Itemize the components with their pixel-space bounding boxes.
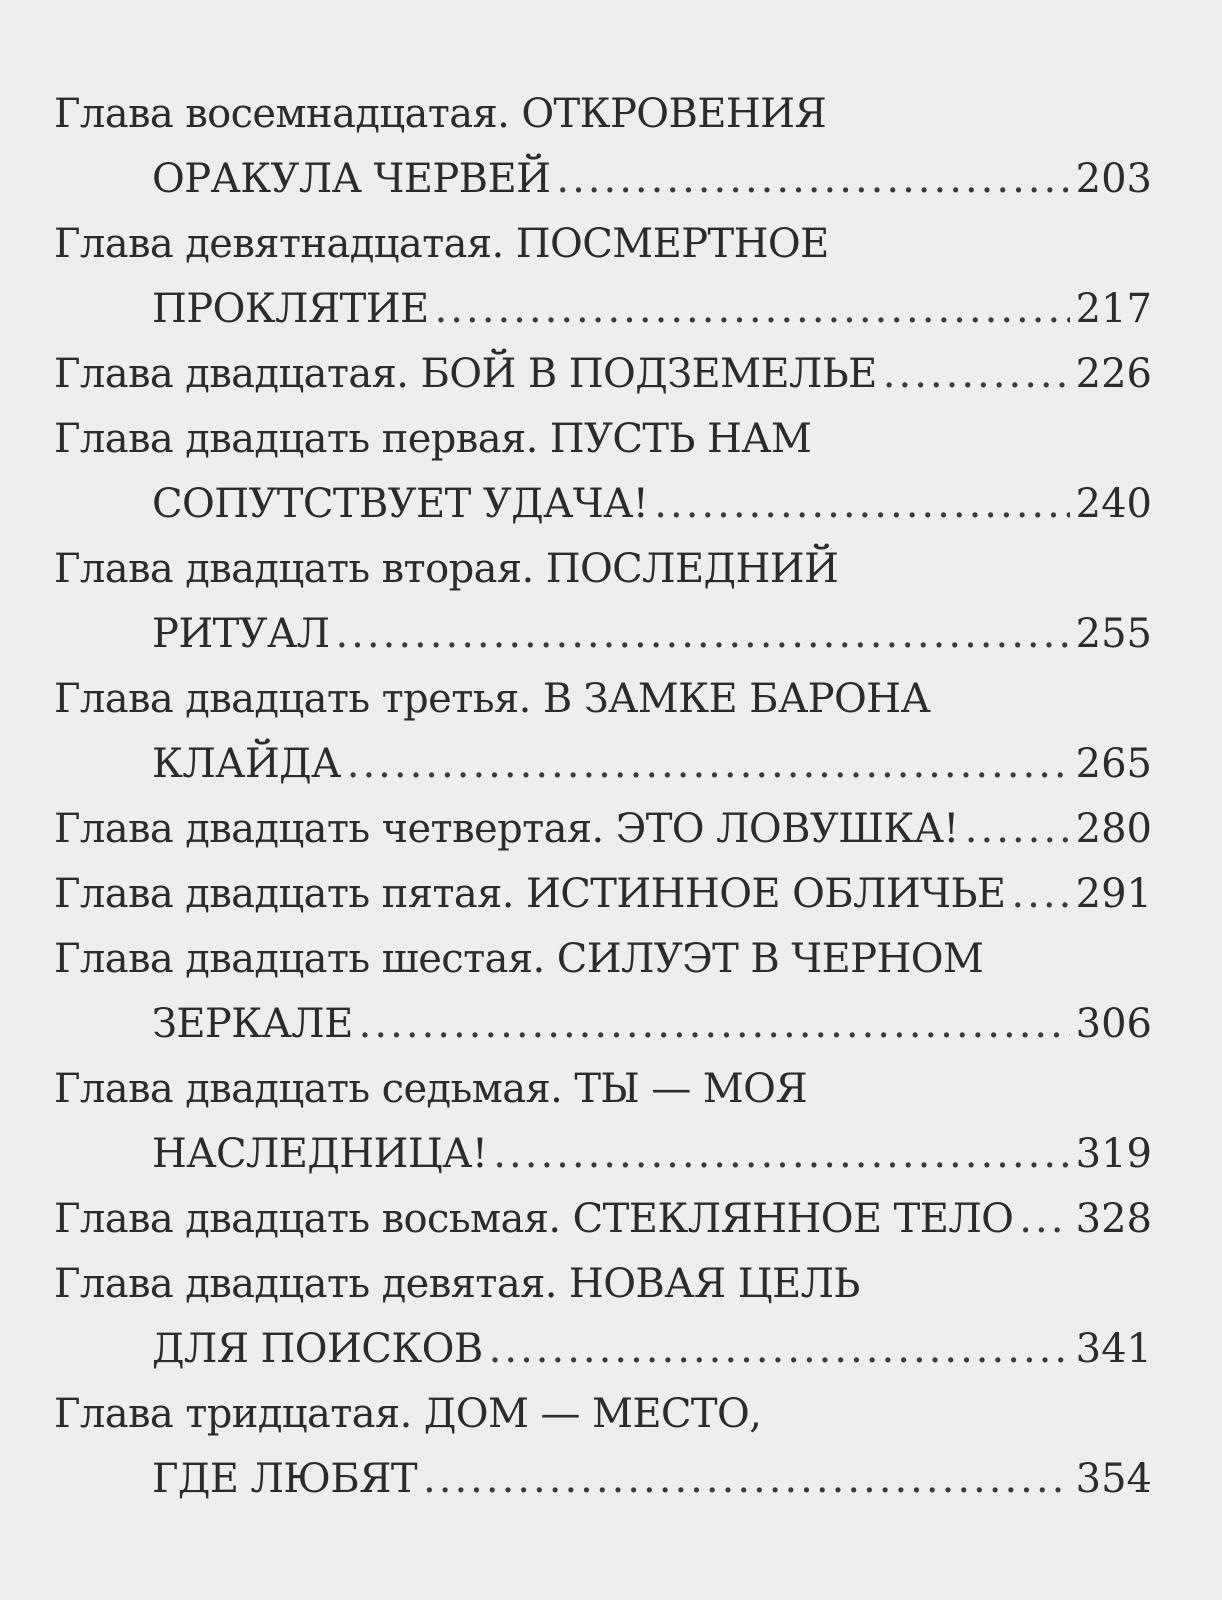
toc-entry-last-line: [54, 147, 1152, 212]
toc-entry: [54, 927, 1152, 1057]
dot-leader: [493, 1122, 1069, 1187]
page-number: 255: [1075, 611, 1152, 657]
toc-entry-line: [54, 212, 1152, 277]
toc-entry-last-line: [54, 342, 1152, 407]
chapter-title: Глава двадцать девятая. НОВАЯ ЦЕЛЬ: [54, 1261, 860, 1307]
toc-entry-last-line: [54, 862, 1152, 927]
toc-entry-last-line: [54, 797, 1152, 862]
chapter-title: Глава восемнадцатая. ОТКРОВЕНИЯ: [54, 91, 827, 137]
dot-leader: [1011, 862, 1069, 927]
toc-entry-last-line: [54, 1447, 1152, 1512]
page-number: 328: [1075, 1196, 1152, 1242]
toc-entry-line: [54, 82, 1152, 147]
chapter-title-continuation: ПРОКЛЯТИЕ: [152, 286, 429, 332]
page-number: 265: [1075, 741, 1152, 787]
toc-entry: [54, 537, 1152, 667]
chapter-title-continuation: ОРАКУЛА ЧЕРВЕЙ: [152, 156, 551, 202]
toc-entry-last-line: [54, 602, 1152, 667]
toc-entry: [54, 212, 1152, 342]
dot-leader: [359, 992, 1070, 1057]
toc-entry: [54, 667, 1152, 797]
chapter-title: Глава тридцатая. ДОМ — МЕСТО,: [54, 1391, 762, 1437]
chapter-title: Глава двадцать седьмая. ТЫ — МОЯ: [54, 1066, 808, 1112]
dot-leader: [423, 1447, 1070, 1512]
toc-entry-last-line: [54, 992, 1152, 1057]
dot-leader: [556, 147, 1069, 212]
toc-entry-line: [54, 407, 1152, 472]
chapter-title: Глава двадцать третья. В ЗАМКЕ БАРОНА: [54, 676, 931, 722]
page-number: 291: [1075, 871, 1152, 917]
toc-entry-last-line: [54, 472, 1152, 537]
toc-entry: [54, 797, 1152, 862]
dot-leader: [1019, 1187, 1069, 1252]
chapter-title: Глава двадцать вторая. ПОСЛЕДНИЙ: [54, 546, 839, 592]
chapter-title-continuation: ГДЕ ЛЮБЯТ: [152, 1456, 418, 1502]
toc-entry-line: [54, 537, 1152, 602]
page-number: 280: [1075, 806, 1152, 852]
chapter-title-continuation: РИТУАЛ: [152, 611, 330, 657]
page-number: 226: [1075, 351, 1152, 397]
chapter-title-continuation: НАСЛЕДНИЦА!: [152, 1131, 488, 1177]
chapter-title-continuation: КЛАЙДА: [152, 741, 341, 787]
page-number: 217: [1075, 286, 1152, 332]
chapter-title: Глава двадцать первая. ПУСТЬ НАМ: [54, 416, 812, 462]
chapter-title-continuation: ЗЕРКАЛЕ: [152, 1001, 353, 1047]
dot-leader: [347, 732, 1070, 797]
chapter-title: Глава двадцать пятая. ИСТИННОЕ ОБЛИЧЬЕ: [54, 871, 1006, 917]
page-number: 240: [1075, 481, 1152, 527]
toc-entry-last-line: [54, 1317, 1152, 1382]
toc-entry-line: [54, 1057, 1152, 1122]
dot-leader: [654, 472, 1069, 537]
page-number: 341: [1075, 1326, 1152, 1372]
toc-entry: [54, 82, 1152, 212]
toc-entry: [54, 1057, 1152, 1187]
toc-entry: [54, 342, 1152, 407]
toc-entry-line: [54, 1252, 1152, 1317]
toc-entry: [54, 1187, 1152, 1252]
chapter-title: Глава двадцать шестая. СИЛУЭТ В ЧЕРНОМ: [54, 936, 984, 982]
toc-entry-last-line: [54, 277, 1152, 342]
table-of-contents: [54, 82, 1152, 1512]
dot-leader: [435, 277, 1070, 342]
toc-entry: [54, 862, 1152, 927]
chapter-title: Глава девятнадцатая. ПОСМЕРТНОЕ: [54, 221, 829, 267]
page-number: 354: [1075, 1456, 1152, 1502]
chapter-title-continuation: ДЛЯ ПОИСКОВ: [152, 1326, 483, 1372]
page-number: 319: [1075, 1131, 1152, 1177]
toc-entry: [54, 407, 1152, 537]
toc-entry-line: [54, 927, 1152, 992]
chapter-title: Глава двадцать четвертая. ЭТО ЛОВУШКА!: [54, 806, 959, 852]
dot-leader: [335, 602, 1069, 667]
toc-entry-line: [54, 1382, 1152, 1447]
toc-entry-last-line: [54, 1187, 1152, 1252]
toc-entry-last-line: [54, 732, 1152, 797]
toc-entry: [54, 1382, 1152, 1512]
toc-entry-line: [54, 667, 1152, 732]
chapter-title: Глава двадцатая. БОЙ В ПОДЗЕМЕЛЬЕ: [54, 351, 877, 397]
page-number: 306: [1075, 1001, 1152, 1047]
chapter-title: Глава двадцать восьмая. СТЕКЛЯННОЕ ТЕЛО: [54, 1196, 1014, 1242]
toc-entry-last-line: [54, 1122, 1152, 1187]
dot-leader: [965, 797, 1070, 862]
page-number: 203: [1075, 156, 1152, 202]
toc-entry: [54, 1252, 1152, 1382]
dot-leader: [489, 1317, 1070, 1382]
chapter-title-continuation: СОПУТСТВУЕТ УДАЧА!: [152, 481, 649, 527]
dot-leader: [883, 342, 1070, 407]
